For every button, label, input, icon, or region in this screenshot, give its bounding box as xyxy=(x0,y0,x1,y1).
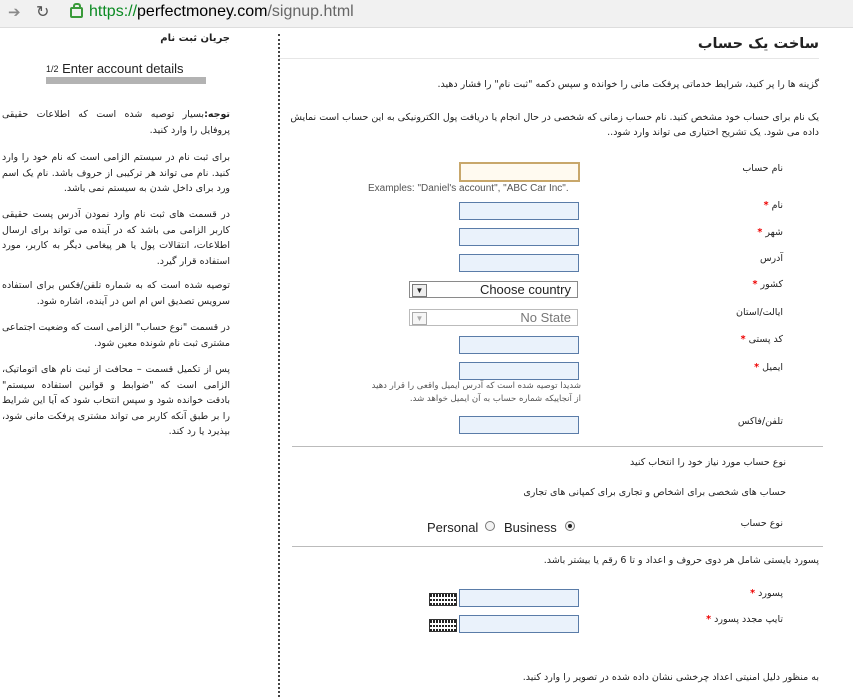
city-label: شهر * xyxy=(757,227,783,238)
account-type-personal-radio[interactable] xyxy=(485,521,495,531)
intro-text: گزینه ها را پر کنید، شرایط خدماتی پرفکت مانی را خوانده و سپس دکمه "ثبت نام" را فشار دهید. xyxy=(437,79,819,90)
chevron-down-icon: ▼ xyxy=(412,312,427,325)
name-label: نام * xyxy=(763,200,783,211)
signup-flow-title: جریان ثبت نام xyxy=(160,33,230,44)
name-input[interactable] xyxy=(459,202,579,220)
password-input[interactable] xyxy=(459,589,579,607)
page-title: ساخت یک حساب xyxy=(697,36,819,52)
email-input[interactable] xyxy=(459,362,579,380)
back-arrow-icon[interactable]: ➔ xyxy=(8,3,21,21)
account-name-example: Examples: "Daniel's account", "ABC Car Inc". xyxy=(368,183,569,194)
zip-label: کد پستی * xyxy=(740,334,783,345)
chevron-down-icon: ▼ xyxy=(412,284,427,297)
sidebar-note: توصیه شده است که به شماره تلفن/فکس برای استفاده سرویس تصدیق اس ام اس در آینده، اشاره شود. xyxy=(2,280,230,307)
state-label: ایالت/استان xyxy=(736,307,783,318)
step-indicator xyxy=(46,61,184,76)
password-retype-input[interactable] xyxy=(459,615,579,633)
sidebar-note: پس از تکمیل قسمت – محافت از ثبت نام های اتوماتیک، الزامی است که "ضوابط و قوانین استفاده سیستم" بادقت خوانده شود و سپس انتخاب شود که آیا این شرایط را بر طبق آنکه کاربر می تواند مشتری پرفکت مانی شود، بپذیرد یا رد کند. xyxy=(2,364,230,437)
lock-icon xyxy=(70,7,83,18)
column-divider xyxy=(278,34,280,697)
section-divider xyxy=(292,546,823,547)
address-label: آدرس xyxy=(759,253,783,264)
city-input[interactable] xyxy=(459,228,579,246)
url-path: /signup.html xyxy=(267,3,354,20)
password-info: پسورد بایستی شامل هر دوی حروف و اعداد و تا 6 رقم یا بیشتر باشد. xyxy=(543,555,819,566)
url-scheme: https:// xyxy=(89,3,138,20)
email-hint: شدیدا توصیه شده است که آدرس ایمیل واقعی را قرار دهید از آنجاییکه شماره حساب به آن ایمیل خواهد شد. xyxy=(371,381,581,404)
state-select: ▼ No State xyxy=(409,309,578,326)
sidebar-note: در قسمت های ثبت نام وارد نمودن آدرس پست حقیقی کاربر الزامی می باشد که در آینده می تواند برای ارسال اطلاعات، انتقالات پول یا هر پیغامی دیگر به کاربر، مورد استفاده قرار گیرد. xyxy=(2,209,230,267)
url-host: perfectmoney.com xyxy=(137,3,268,20)
address-bar[interactable] xyxy=(89,3,354,21)
section-divider xyxy=(292,446,823,447)
sidebar-note: توجه:بسیار توصیه شده است که اطلاعات حقیقی پروفایل را وارد کنید. xyxy=(2,109,230,136)
account-type-desc: حساب های شخصی برای اشخاص و تجاری برای کمپانی های تجاری xyxy=(523,487,786,498)
password-retype-label: تایپ مجدد پسورد * xyxy=(706,614,783,625)
signup-progress-bar xyxy=(46,77,206,84)
step-number: 1/2 xyxy=(46,64,59,74)
email-label: ایمیل * xyxy=(754,362,783,373)
account-type-business-label: Business xyxy=(504,520,557,535)
account-type-personal-label: Personal xyxy=(427,520,479,535)
captcha-info: به منظور دلیل امنیتی اعداد چرخشی نشان داده شده در تصویر را وارد کنید. xyxy=(522,672,819,683)
reload-icon[interactable]: ↻ xyxy=(36,2,50,21)
zip-input[interactable] xyxy=(459,336,579,354)
account-name-label: نام حساب xyxy=(742,163,783,174)
keyboard-icon[interactable] xyxy=(429,593,457,606)
account-type-title: نوع حساب مورد نیاز خود را انتخاب کنید xyxy=(630,457,786,468)
account-type-label: نوع حساب xyxy=(740,518,783,529)
phone-input[interactable] xyxy=(459,416,579,434)
phone-label: تلفن/فاکس xyxy=(737,416,783,427)
password-label: پسورد * xyxy=(750,588,783,599)
country-select[interactable]: ▼ Choose country xyxy=(409,281,578,298)
country-label: کشور * xyxy=(752,279,783,290)
address-input[interactable] xyxy=(459,254,579,272)
keyboard-icon[interactable] xyxy=(429,619,457,632)
step-label: Enter account details xyxy=(62,61,184,76)
sidebar-note: برای ثبت نام در سیستم الزامی است که نام خود را وارد کنید. نام می تواند هر ترکیبی از حروف باشد. نام یک اسم ورد برای داخل شدن به سیستم نمی باشد. xyxy=(2,152,230,194)
account-type-business-radio[interactable] xyxy=(565,521,575,531)
account-name-info: یک نام برای حساب خود مشخص کنید. نام حساب زمانی که شخصی در حال انجام یا دریافت پول الکترونیکی به این حساب است نمایش داده می شود. یک تشریح اختیاری می تواند وارد شود.. xyxy=(290,112,819,138)
account-name-input[interactable] xyxy=(459,162,580,182)
title-rule xyxy=(279,58,819,59)
sidebar-note: در قسمت "نوع حساب" الزامی است که وضعیت اجتماعی مشتری ثبت نام شونده معین شود. xyxy=(2,322,230,349)
